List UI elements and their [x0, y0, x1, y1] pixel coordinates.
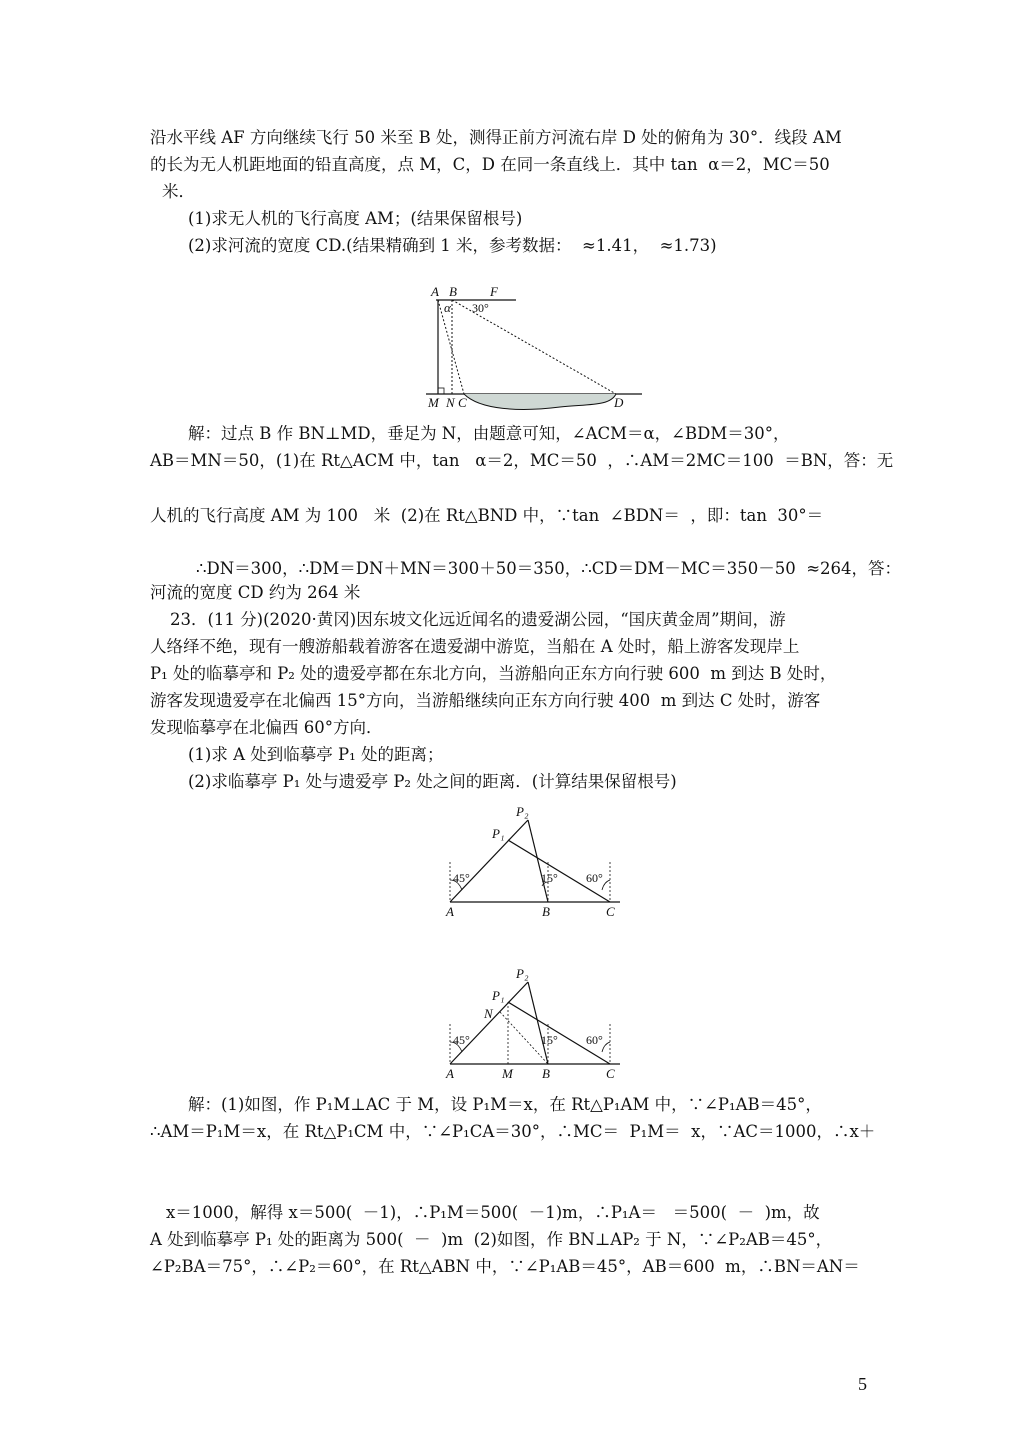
solution-line: 解：(1)如图，作 P₁M⊥AC 于 M，设 P₁M＝x，在 Rt△P₁AM 中，∵∠P₁AB＝45°， — [188, 1095, 822, 1114]
pavilion-solution-figure — [440, 964, 630, 1084]
fig2-label: A — [446, 904, 454, 919]
fig1-label: α — [444, 300, 451, 315]
fig3-label: B — [542, 1066, 550, 1081]
problem-23-line: 游客发现遗爱亭在北偏西 15°方向，当游船继续向正东方向行驶 400 m 到达 C 处时，游客 — [150, 691, 821, 710]
fig1-label: B — [449, 284, 457, 299]
fig1-label: N — [446, 395, 455, 410]
problem-23-line: 23．(11 分)(2020·黄冈)因东坡文化远近闻名的遗爱湖公园，“国庆黄金周”期间，游 — [170, 610, 786, 629]
page-number: 5 — [858, 1374, 867, 1394]
fig1-label: D — [614, 395, 624, 410]
fig2-label: P₁ — [492, 826, 505, 841]
question-1-1: (1)求无人机的飞行高度 AM；(结果保留根号) — [188, 209, 523, 228]
problem-23-line: 人络绎不绝，现有一艘游船载着游客在遗爱湖中游览，当船在 A 处时，船上游客发现岸上 — [150, 637, 800, 656]
fig3-label: A — [446, 1066, 454, 1081]
solution-line: 人机的飞行高度 AM 为 100 米 (2)在 Rt△BND 中，∵tan ∠BDN＝ ，即：tan 30°＝ — [150, 506, 824, 525]
fig3-label: N — [484, 1006, 493, 1021]
solution-line: x＝1000，解得 x＝500( －1)，∴P₁M＝500( －1)m，∴P₁A＝ ＝500( － )m，故 — [166, 1203, 820, 1222]
fig1-label: M — [428, 395, 439, 410]
text-line: 沿水平线 AF 方向继续飞行 50 米至 B 处，测得正前方河流右岸 D 处的俯角为 30°．线段 AM — [150, 128, 842, 147]
solution-line: ∴DN＝300，∴DM＝DN＋MN＝300＋50＝350，∴CD＝DM－MC＝350－50 ≈264，答： — [196, 559, 902, 578]
question-23-2: (2)求临摹亭 P₁ 处与遗爱亭 P₂ 处之间的距离．(计算结果保留根号) — [188, 772, 677, 791]
fig1-label: C — [458, 395, 467, 410]
solution-line: 解：过点 B 作 BN⊥MD，垂足为 N，由题意可知，∠ACM＝α，∠BDM＝30°， — [188, 424, 790, 443]
question-1-2: (2)求河流的宽度 CD.(结果精确到 1 米，参考数据： ≈1.41， ≈1.73) — [188, 236, 717, 255]
fig3-label: 15° — [541, 1033, 558, 1047]
fig2-label: 60° — [586, 871, 603, 885]
fig2-label: C — [606, 904, 615, 919]
solution-line: ∠P₂BA＝75°，∴∠P₂＝60°，在 Rt△ABN 中，∵∠P₁AB＝45°，AB＝600 m，∴BN＝AN＝ — [150, 1257, 860, 1276]
fig1-label: 30° — [472, 301, 489, 315]
solution-line: A 处到临摹亭 P₁ 处的距离为 500( － )m (2)如图，作 BN⊥AP₂ 于 N，∵∠P₂AB＝45°， — [150, 1230, 833, 1249]
fig2-label: 15° — [541, 871, 558, 885]
fig3-label: P₁ — [492, 988, 505, 1003]
text-line: 的长为无人机距地面的铅直高度，点 M，C，D 在同一条直线上．其中 tan α＝2，MC＝50 — [150, 155, 830, 174]
fig2-label: 45° — [453, 871, 470, 885]
fig3-label: P₂ — [516, 966, 529, 981]
drone-river-figure — [420, 282, 650, 414]
fig2-label: B — [542, 904, 550, 919]
fig3-label: 60° — [586, 1033, 603, 1047]
text-line: 米． — [162, 182, 195, 201]
fig2-label: P₂ — [516, 804, 529, 819]
question-23-1: (1)求 A 处到临摹亭 P₁ 处的距离； — [188, 745, 444, 764]
pavilion-figure — [440, 802, 630, 922]
problem-23-line: 发现临摹亭在北偏西 60°方向． — [150, 718, 383, 737]
fig1-label: A — [431, 284, 439, 299]
fig1-label: F — [490, 284, 498, 299]
fig3-label: C — [606, 1066, 615, 1081]
solution-line: 河流的宽度 CD 约为 264 米 — [150, 583, 361, 602]
problem-23-line: P₁ 处的临摹亭和 P₂ 处的遗爱亭都在东北方向，当游船向正东方向行驶 600 m 到达 B 处时， — [150, 664, 837, 683]
fig3-label: M — [502, 1066, 513, 1081]
solution-line: ∴AM＝P₁M＝x，在 Rt△P₁CM 中，∵∠P₁CA＝30°，∴MC＝ P₁M＝ x，∵AC＝1000，∴x＋ — [150, 1122, 876, 1141]
fig3-label: 45° — [453, 1033, 470, 1047]
solution-line: AB＝MN＝50，(1)在 Rt△ACM 中，tan α＝2，MC＝50 ，∴AM＝2MC＝100 ＝BN，答：无 — [150, 451, 894, 470]
